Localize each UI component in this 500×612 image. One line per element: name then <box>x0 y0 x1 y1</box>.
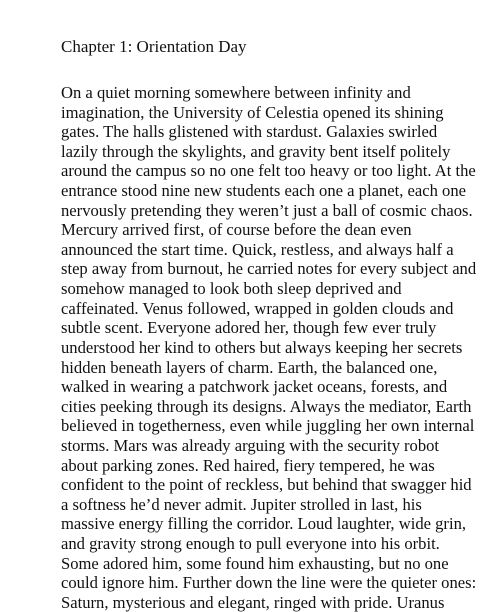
body-text-line: understood her kind to others but always keeping her secrets <box>61 337 463 357</box>
body-text-line: Some adored him, some found him exhausting, but no one <box>61 553 449 573</box>
body-text-line: believed in togetherness, even while juggling her own internal <box>61 416 475 436</box>
body-text-line: gates. The halls glistened with stardust. Galaxies swirled <box>61 122 438 142</box>
body-text-line: cities peeking through its designs. Always the mediator, Earth <box>61 396 472 416</box>
body-text-line: subtle scent. Everyone adored her, though few ever truly <box>61 318 437 338</box>
body-text-line: somehow managed to look both sleep deprived and <box>61 279 402 299</box>
body-text-line: imagination, the University of Celestia opened its shining <box>61 102 444 122</box>
body-text <box>61 83 476 612</box>
chapter-title: Chapter 1: Orientation Day <box>61 37 247 56</box>
body-text-line: about parking zones. Red haired, fiery tempered, he was <box>61 455 435 475</box>
body-text-line: Saturn, mysterious and elegant, ringed with pride. Uranus <box>61 592 445 612</box>
body-text-line: around the campus so no one felt too heavy or too light. At the <box>61 161 476 181</box>
body-text-line: and gravity strong enough to pull everyone into his orbit. <box>61 534 440 554</box>
body-text-line: On a quiet morning somewhere between infinity and <box>61 83 411 102</box>
body-text-line: caffeinated. Venus followed, wrapped in golden clouds and <box>61 298 454 318</box>
body-text-line: a softness he’d never admit. Jupiter strolled in last, his <box>61 494 422 514</box>
body-text-line: announced the start time. Quick, restless, and always half a <box>61 239 454 259</box>
body-text-line: confident to the point of reckless, but behind that swagger hid <box>61 475 472 495</box>
body-text-line: step away from burnout, he carried notes for every subject and <box>61 259 477 279</box>
body-text-line: nervously pretending they weren’t just a ball of cosmic chaos. <box>61 200 473 220</box>
body-text-line: walked in wearing a patchwork jacket oceans, forests, and <box>61 377 448 397</box>
body-text-line: could ignore him. Further down the line were the quieter ones: <box>61 573 477 593</box>
body-text-line: hidden beneath layers of charm. Earth, the balanced one, <box>61 357 438 377</box>
body-text-line: massive energy filling the corridor. Loud laughter, wide grin, <box>61 514 467 534</box>
body-text-line: lazily through the skylights, and gravity bent itself politely <box>61 141 451 161</box>
body-text-line: entrance stood nine new students each one a planet, each one <box>61 181 466 201</box>
body-text-line: Mercury arrived first, of course before the dean even <box>61 220 412 240</box>
body-text-line: storms. Mars was already arguing with the security robot <box>61 435 440 455</box>
